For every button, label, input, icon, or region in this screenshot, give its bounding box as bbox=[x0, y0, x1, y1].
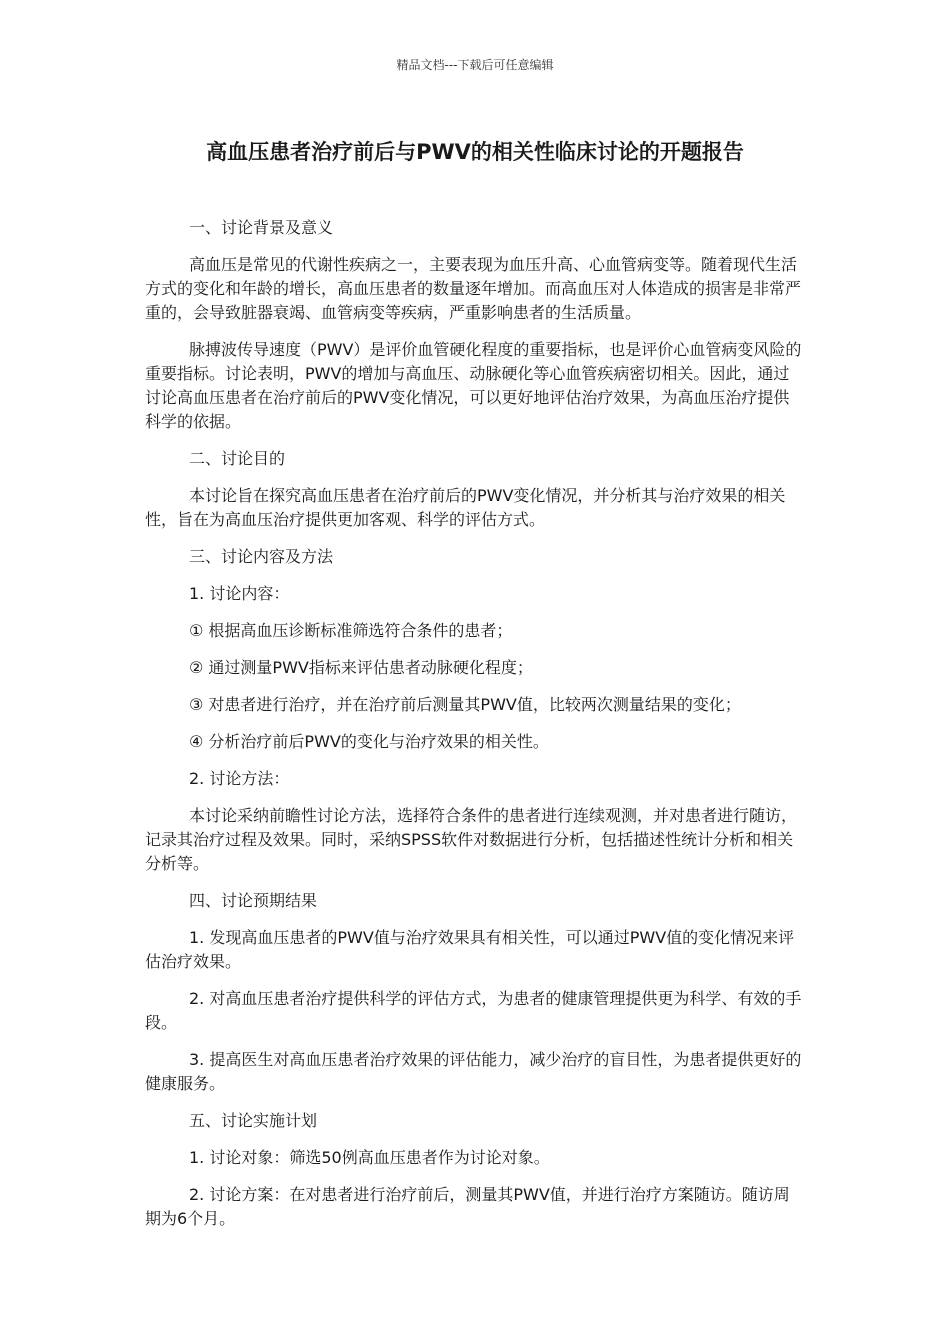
list-item: ③ 对患者进行治疗，并在治疗前后测量其PWV值，比较两次测量结果的变化； bbox=[189, 695, 741, 714]
paragraph: 脉搏波传导速度（PWV）是评价血管硬化程度的重要指标，也是评价心血管病变风险的重要指标。讨论表明，PWV的增加与高血压、动脉硬化等心血管疾病密切相关。因此，通过讨论高血压患者在治疗前后的PWV变化情况，可以更好地评估治疗效果，为高血压治疗提供科学的依据。 bbox=[145, 340, 802, 431]
paragraph: 高血压是常见的代谢性疾病之一，主要表现为血压升高、心血管病变等。随着现代生活方式的变化和年龄的增长，高血压患者的数量逐年增加。而高血压对人体造成的损害是非常严重的，会导致脏器衰竭、血管病变等疾病，严重影响患者的生活质量。 bbox=[145, 255, 802, 322]
list-item: ② 通过测量PWV指标来评估患者动脉硬化程度； bbox=[189, 658, 533, 677]
paragraph: 本讨论旨在探究高血压患者在治疗前后的PWV变化情况，并分析其与治疗效果的相关性，旨在为高血压治疗提供更加客观、科学的评估方式。 bbox=[145, 486, 786, 529]
subheading: 1. 讨论内容： bbox=[189, 584, 290, 603]
list-item: 1. 发现高血压患者的PWV值与治疗效果具有相关性，可以通过PWV值的变化情况来评估治疗效果。 bbox=[145, 928, 795, 971]
section-heading-expected-results: 四、讨论预期结果 bbox=[189, 891, 318, 910]
section-heading-implementation-plan: 五、讨论实施计划 bbox=[189, 1111, 318, 1130]
subheading: 2. 讨论方法： bbox=[189, 769, 290, 788]
section-heading-content-method: 三、讨论内容及方法 bbox=[189, 547, 334, 566]
list-item: ④ 分析治疗前后PWV的变化与治疗效果的相关性。 bbox=[189, 732, 549, 751]
paragraph: 本讨论采纳前瞻性讨论方法，选择符合条件的患者进行连续观测，并对患者进行随访，记录其治疗过程及效果。同时，采纳SPSS软件对数据进行分析，包括描述性统计分析和相关分析等。 bbox=[145, 806, 798, 873]
section-heading-background: 一、讨论背景及意义 bbox=[189, 218, 334, 237]
document-title: 高血压患者治疗前后与PWV的相关性临床讨论的开题报告 bbox=[206, 140, 744, 164]
list-item: ① 根据高血压诊断标准筛选符合条件的患者； bbox=[189, 621, 513, 640]
document-body bbox=[145, 136, 805, 1244]
list-item: 2. 讨论方案：在对患者进行治疗前后，测量其PWV值，并进行治疗方案随访。随访周期为6个月。 bbox=[145, 1185, 790, 1228]
list-item: 3. 提高医生对高血压患者治疗效果的评估能力，减少治疗的盲目性，为患者提供更好的健康服务。 bbox=[145, 1050, 802, 1093]
section-heading-purpose: 二、讨论目的 bbox=[189, 449, 286, 468]
list-item: 2. 对高血压患者治疗提供科学的评估方式，为患者的健康管理提供更为科学、有效的手段。 bbox=[145, 989, 802, 1032]
page-header-note: 精品文档---下载后可任意编辑 bbox=[396, 58, 554, 72]
list-item: 1. 讨论对象：筛选50例高血压患者作为讨论对象。 bbox=[189, 1148, 550, 1167]
